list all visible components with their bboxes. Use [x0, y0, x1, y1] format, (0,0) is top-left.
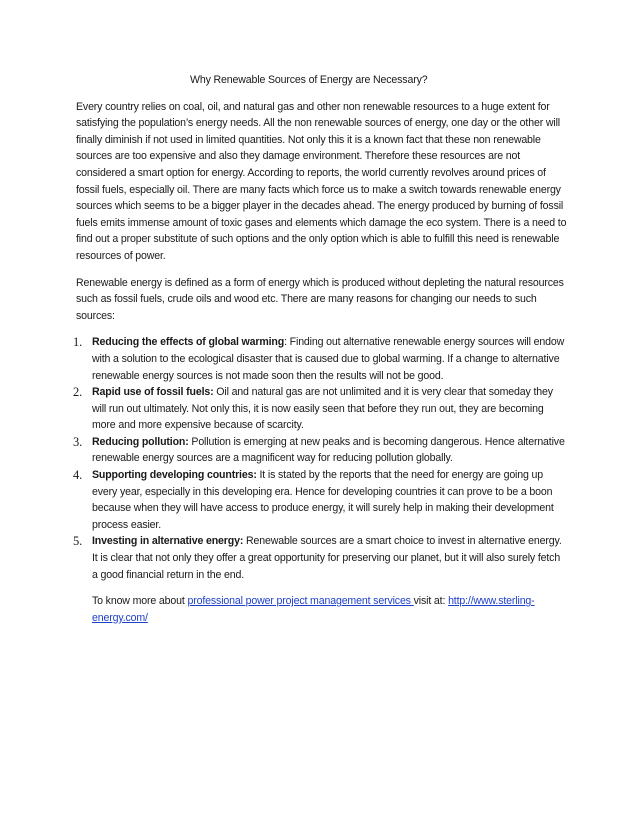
definition-paragraph: Renewable energy is defined as a form of energy which is produced without depleting the natural resources such as fossil fuels, crude oils and wood etc. There are many reasons for changing our needs to such sources: — [76, 276, 564, 322]
list-item-heading: Investing in alternative energy: — [92, 535, 244, 548]
closing-middle: visit at: — [413, 595, 449, 608]
list-item-separator: : — [284, 336, 287, 349]
list-item-text: Finding out alternative renewable energy sources will endow with a solution to the ecological disaster that is caused due to global warming. If a change to alternative renewable energy sources is not made soon then the results will not be good. — [92, 336, 565, 382]
list-item-heading: Rapid use of fossil fuels: — [92, 386, 214, 399]
list-number: 5. — [73, 534, 83, 549]
reasons-list — [73, 334, 568, 583]
list-number: 4. — [73, 468, 83, 483]
closing-prefix: To know more about — [92, 595, 188, 608]
list-item-text: Pollution is emerging at new peaks and is becoming dangerous. Hence alternative renewable energy sources are a magnificent way for reducing pollution globally. — [92, 435, 565, 465]
list-item — [73, 467, 568, 533]
list-number: 3. — [73, 434, 83, 449]
list-item-text: Oil and natural gas are not unlimited and it is very clear that someday they will run out ultimately. Not only this, it is now easily seen that before they run out, they are becoming more and more expensive because of scarcity. — [92, 386, 553, 432]
list-item-heading: Supporting developing countries: — [92, 469, 257, 482]
closing-paragraph — [92, 593, 568, 626]
list-item — [73, 384, 568, 434]
list-item-text: Renewable sources are a smart choice to invest in alternative energy. It is clear that not only they offer a great opportunity for preserving our planet, but it will also surely fetch a good financial return in the end. — [92, 535, 562, 581]
list-number: 2. — [73, 385, 83, 400]
list-item-heading: Reducing pollution: — [92, 435, 189, 448]
list-number: 1. — [73, 335, 83, 350]
page-title: Why Renewable Sources of Energy are Necessary? — [190, 74, 428, 86]
services-link[interactable]: professional power project management services — [187, 595, 414, 608]
list-item — [73, 434, 568, 467]
list-item-heading: Reducing the effects of global warming — [92, 336, 285, 349]
list-item-text: It is stated by the reports that the need for energy are going up every year, especially in this developing era. Hence for developing countries it can prove to be a boon because when they will have access to produce energy, it will surely help in making their development process easier. — [92, 469, 554, 531]
intro-paragraph: Every country relies on coal, oil, and natural gas and other non renewable resources to a huge extent for satisfying the population’s energy needs. All the non renewable sources of energy, one day or the other will finally diminish if not used in limited quantities. Not only this it is a known fact that these non renewable sources are too expensive and also they damage environment. Therefore these resources are not considered a smart option for energy. According to reports, the world currently revolves around prices of fossil fuels, especially oil. There are many facts which force us to make a switch towards renewable energy sources which seems to be a bigger player in the decades ahead. The energy produced by burning of fossil fuels emits immense amount of toxic gases and elements which damage the eco system. There is a need to find out a proper substitute of such options and the only option which is able to fulfill this need is renewable resources of power. — [76, 100, 567, 262]
list-item — [73, 334, 568, 384]
list-item — [73, 533, 568, 583]
website-link[interactable]: http://www.sterling-energy.com/ — [92, 595, 535, 624]
